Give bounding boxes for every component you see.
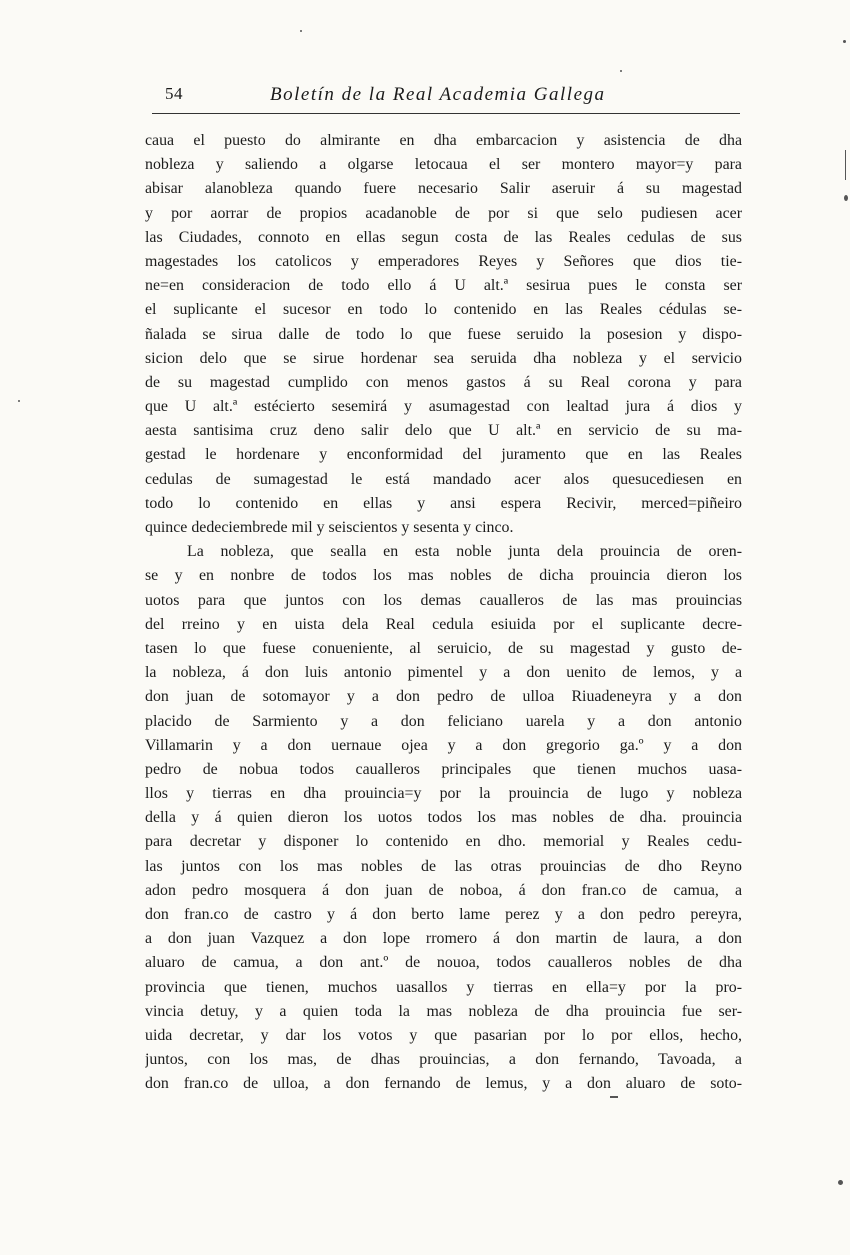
text-line: el suplicante el sucesor en todo lo contenido en las Reales cédulas se- [145, 301, 742, 319]
text-line: vincia detuy, y a quien toda la mas nobleza de dha prouincia fue ser- [145, 1002, 742, 1020]
text-line: abisar alanobleza quando fuere necesario Salir aseruir á su magestad [145, 180, 742, 198]
text-line: adon pedro mosquera á don juan de noboa, á don fran.co de camua, a [145, 881, 742, 899]
text-line: tasen lo que fuese conueniente, al seruicio, de su magestad y gusto de- [145, 639, 742, 657]
text-line: todo lo contenido en ellas y ansi espera Recivir, merced=piñeiro [145, 494, 742, 512]
text-line: gestad le hordenare y enconformidad del juramento que en las Reales [145, 446, 742, 464]
text-line: della y á quien dieron los uotos todos los mas nobles de dha. prouincia [145, 809, 742, 827]
scan-speck [18, 400, 20, 402]
text-line: Villamarin y a don uernaue ojea y a don gregorio ga.º y a don [145, 736, 742, 754]
scan-speck [300, 30, 302, 32]
page-header [165, 84, 740, 112]
paragraph-end-line: quince dedeciembrede mil y seiscientos y sesenta y cinco. [145, 519, 514, 536]
text-line: don juan de sotomayor y a don pedro de ulloa Riuadeneyra y a don [145, 688, 742, 706]
text-line: don fran.co de castro y á don berto lame perez y a don pedro pereyra, [145, 906, 742, 923]
text-line: uotos para que juntos con los demas caualleros de las mas prouincias [145, 591, 742, 609]
text-line: aesta santisima cruz deno salir delo que U alt.ª en servicio de su ma- [145, 422, 742, 440]
scan-speck [843, 40, 846, 43]
text-line: del rreino y en uista dela Real cedula esiuida por el suplicante decre- [145, 615, 742, 633]
text-line: placido de Sarmiento y a don feliciano uarela y a don antonio [145, 712, 742, 730]
text-line: ne=en consideracion de todo ello á U alt.ª sesirua pues le consta ser [145, 277, 742, 295]
text-line: llos y tierras en dha prouincia=y por la prouincia de lugo y nobleza [145, 785, 742, 803]
running-title: Boletín de la Real Academia Gallega [270, 84, 606, 105]
text-line: las juntos con los mas nobles de las otras prouincias de dho Reyno [145, 857, 742, 875]
scan-speck [620, 70, 622, 72]
page-number: 54 [165, 84, 183, 103]
text-line: cedulas de sumagestad le está mandado acer alos quesucediesen en [145, 470, 742, 488]
body-text [145, 129, 742, 1097]
paragraph-start-line: La nobleza, que sealla en esta noble junta dela prouincia de oren- [187, 543, 742, 561]
text-line: ñalada se sirua dalle de todo lo que fuese seruido la posesion y dispo- [145, 325, 742, 343]
text-line: para decretar y disponer lo contenido en dho. memorial y Reales cedu- [145, 833, 742, 851]
text-line: aluaro de camua, a don ant.º de nouoa, todos caualleros nobles de dha [145, 954, 742, 972]
scan-speck [610, 1096, 618, 1098]
text-line: se y en nonbre de todos los mas nobles de dicha prouincia dieron los [145, 567, 742, 585]
scan-speck [844, 195, 848, 201]
text-line: a don juan Vazquez a don lope rromero á don martin de laura, a don [145, 930, 742, 948]
text-line: las Ciudades, connoto en ellas segun costa de las Reales cedulas de sus [145, 228, 742, 246]
text-line: don fran.co de ulloa, a don fernando de lemus, y a don aluaro de soto- [145, 1075, 742, 1093]
text-line: que U alt.ª estécierto sesemirá y asumagestad con lealtad jura á dios y [145, 398, 742, 416]
text-line: sicion delo que se sirue hordenar sea seruida dha nobleza y el servicio [145, 349, 742, 367]
text-line: pedro de nobua todos caualleros principales que tienen muchos uasa- [145, 760, 742, 778]
text-line: y por aorrar de propios acadanoble de por si que selo pudiesen acer [145, 204, 742, 222]
header-rule [152, 113, 740, 114]
text-line: uida decretar, y dar los votos y que pasarian por lo por ellos, hecho, [145, 1026, 742, 1044]
scan-speck [845, 150, 846, 180]
text-line: de su magestad cumplido con menos gastos á su Real corona y para [145, 373, 742, 391]
text-line: juntos, con los mas, de dhas prouincias, a don fernando, Tavoada, a [145, 1051, 742, 1069]
scan-speck [838, 1180, 843, 1185]
text-line: la nobleza, á don luis antonio pimentel y a don uenito de lemos, y a [145, 664, 742, 682]
text-line: nobleza y saliendo a olgarse letocaua el ser montero mayor=y para [145, 156, 742, 174]
text-line: provincia que tienen, muchos uasallos y tierras en ella=y por la pro- [145, 978, 742, 996]
text-line: magestades los catolicos y emperadores Reyes y Señores que dios tie- [145, 252, 742, 270]
text-line: caua el puesto do almirante en dha embarcacion y asistencia de dha [145, 132, 742, 149]
